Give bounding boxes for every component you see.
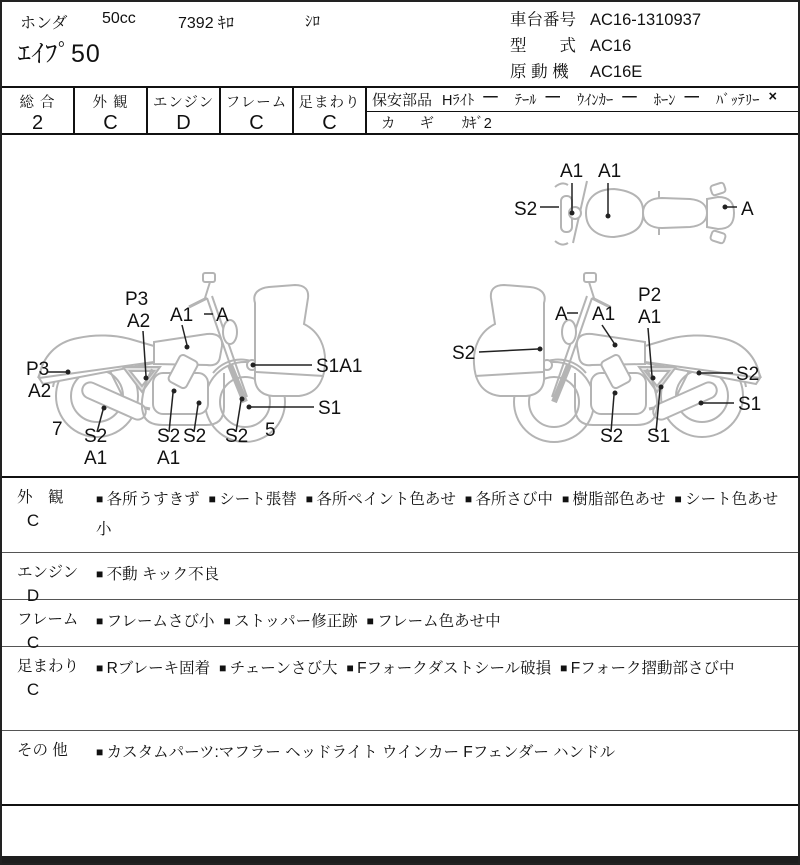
condition-label-col xyxy=(2,647,94,730)
model-code-label: 型 式 xyxy=(510,37,576,55)
diagram-label: S1A1 xyxy=(316,356,363,377)
diagram-label: S2 xyxy=(600,426,624,447)
condition-label-col xyxy=(2,600,94,652)
safety-item-headlight xyxy=(442,89,498,110)
diagram-label: A1 xyxy=(560,161,584,182)
score-label: 外 観 xyxy=(92,95,129,111)
condition-label: その 他 xyxy=(17,742,68,759)
score-box-undercarriage xyxy=(294,88,367,133)
score-box-exterior xyxy=(75,88,148,133)
diagram-label: S2 xyxy=(84,426,108,447)
defect-item: ■ シート色あせ小 xyxy=(96,491,778,538)
score-label: 総 合 xyxy=(19,95,56,111)
diagram-label: P2 xyxy=(638,285,662,306)
score-box-engine xyxy=(148,88,221,133)
diagram-label: S2 xyxy=(514,199,538,220)
diagram-label: S2 xyxy=(183,426,207,447)
diagram-label: S1 xyxy=(647,426,671,447)
safety-item-status: — xyxy=(684,89,699,105)
safety-parts-box xyxy=(367,88,798,133)
condition-items xyxy=(94,553,798,599)
defect-item: ■ 各所うすきず xyxy=(96,491,200,508)
bottom-bar xyxy=(2,856,798,863)
safety-item-battery xyxy=(716,89,777,110)
engine-code-row xyxy=(510,59,701,85)
condition-row-exterior xyxy=(2,476,798,552)
diagram-label: A2 xyxy=(28,381,52,402)
condition-grade xyxy=(2,760,64,764)
condition-label-col xyxy=(2,478,94,552)
mileage: 7392 ｷﾛ xyxy=(178,15,235,32)
safety-item-status: — xyxy=(483,89,498,105)
safety-item-winker xyxy=(577,89,637,110)
defect-item: ■ ストッパー修正跡 xyxy=(223,613,357,630)
condition-grade: C xyxy=(26,511,40,530)
maker-name: ホンダ xyxy=(20,15,68,32)
defect-item: ■ シート張替 xyxy=(209,491,297,508)
condition-items xyxy=(94,478,798,552)
safety-item-name: ﾊﾞｯﾃﾘｰ xyxy=(716,93,760,109)
score-label: エンジン xyxy=(152,95,215,111)
defect-item: ■ カスタムパーツ:マフラー ヘッドライト ウインカー Fフェンダー ハンドル xyxy=(96,744,615,761)
diagram-label: A1 xyxy=(170,305,194,326)
condition-items xyxy=(94,600,798,646)
bike-diagram-svg xyxy=(2,135,798,476)
diagram-label: A1 xyxy=(592,304,616,325)
engine-code-label: 原 動 機 xyxy=(510,63,569,81)
diagram-label: S1 xyxy=(738,394,762,415)
score-box-frame xyxy=(221,88,294,133)
defect-item: ■ チェーンさび大 xyxy=(219,660,337,677)
condition-grade: D xyxy=(26,586,40,605)
condition-label: 外 観 xyxy=(17,489,64,506)
diagram-label: A1 xyxy=(84,448,108,469)
diagram-label: P3 xyxy=(26,359,50,380)
condition-grade: C xyxy=(26,633,40,652)
model-code-value: AC16 xyxy=(590,37,632,55)
key-row xyxy=(367,112,798,133)
diagram-label: A2 xyxy=(127,311,151,332)
condition-items xyxy=(94,647,798,730)
condition-items xyxy=(94,731,798,804)
condition-row-frame xyxy=(2,599,798,652)
safety-item-status: × xyxy=(768,89,777,105)
condition-label: フレーム xyxy=(17,611,79,628)
condition-grade: C xyxy=(26,680,40,699)
diagram-label: S2 xyxy=(736,364,760,385)
defect-item: ■ 各所ペイント色あせ xyxy=(306,491,456,508)
safety-parts-row xyxy=(367,88,798,112)
defect-item: ■ Fフォークダストシール破損 xyxy=(347,660,552,677)
condition-row-engine xyxy=(2,552,798,605)
engine-code-value: AC16E xyxy=(590,63,643,81)
score-grade: D xyxy=(176,112,191,134)
safety-parts-label: 保安部品 xyxy=(372,92,433,109)
condition-label-col xyxy=(2,731,94,804)
model-name: ｴｲﾌﾟ50 xyxy=(18,40,101,68)
score-box-overall xyxy=(2,88,75,133)
score-label: フレーム xyxy=(225,95,288,111)
defect-item: ■ フレームさび小 xyxy=(96,613,214,630)
key-label: カ ギ xyxy=(381,116,445,132)
diagram-label: S2 xyxy=(452,343,476,364)
diagram-label: A1 xyxy=(157,448,181,469)
chassis-number-row xyxy=(510,7,701,33)
diagram-label: P3 xyxy=(125,289,149,310)
condition-row-other xyxy=(2,730,798,804)
safety-item-horn xyxy=(654,89,699,110)
safety-item-name: ﾎｰﾝ xyxy=(653,93,676,109)
body-color: ｼﾛ xyxy=(305,13,321,30)
damage-diagram xyxy=(2,135,798,476)
bike-top-view xyxy=(555,181,734,245)
diagram-label: A xyxy=(555,304,568,325)
defect-item: ■ フレーム色あせ中 xyxy=(367,613,501,630)
score-grade: C xyxy=(322,112,337,134)
chassis-number-value: AC16-1310937 xyxy=(590,11,702,29)
displacement: 50cc xyxy=(102,10,136,27)
safety-item-name: ｳｲﾝｶｰ xyxy=(577,93,614,109)
bike-right-side-view xyxy=(474,273,761,442)
defect-item: ■ Rブレーキ固着 xyxy=(96,660,210,677)
diagram-label: A1 xyxy=(598,161,622,182)
condition-label: エンジン xyxy=(17,564,79,581)
defect-item: ■ 樹脂部色あせ xyxy=(562,491,666,508)
diagram-label: S2 xyxy=(157,426,181,447)
bike-left-side-view xyxy=(38,273,325,442)
safety-item-name: Hﾗｲﾄ xyxy=(442,93,475,109)
condition-label-col xyxy=(2,553,94,605)
diagram-label: S2 xyxy=(225,426,249,447)
key-value: ｶｷﾞ2 xyxy=(462,116,492,132)
diagram-label: A1 xyxy=(638,307,662,328)
safety-item-status: — xyxy=(545,89,560,105)
diagram-label: A xyxy=(216,305,229,326)
safety-item-status: — xyxy=(622,89,637,105)
chassis-number-label: 車台番号 xyxy=(510,11,576,29)
defect-item: ■ Fフォーク摺動部さび中 xyxy=(560,660,734,677)
empty-row xyxy=(2,804,798,856)
vehicle-id-block xyxy=(510,7,701,85)
header xyxy=(2,2,798,86)
diagram-label: 7 xyxy=(52,419,63,440)
condition-row-undercarriage xyxy=(2,646,798,730)
score-grade: C xyxy=(249,112,264,134)
diagram-label: A xyxy=(741,199,754,220)
model-code-row xyxy=(510,33,701,59)
safety-item-name: ﾃｰﾙ xyxy=(514,93,537,109)
diagram-label: 5 xyxy=(265,420,276,441)
defect-item: ■ 不動 キック不良 xyxy=(96,566,219,583)
diagram-label: S1 xyxy=(318,398,342,419)
defect-item: ■ 各所さび中 xyxy=(465,491,553,508)
condition-label: 足まわり xyxy=(17,658,80,675)
score-row xyxy=(2,86,798,135)
score-grade: C xyxy=(103,112,118,134)
score-label: 足まわり xyxy=(298,95,361,111)
score-grade: 2 xyxy=(31,112,44,134)
safety-item-tail xyxy=(515,89,560,110)
